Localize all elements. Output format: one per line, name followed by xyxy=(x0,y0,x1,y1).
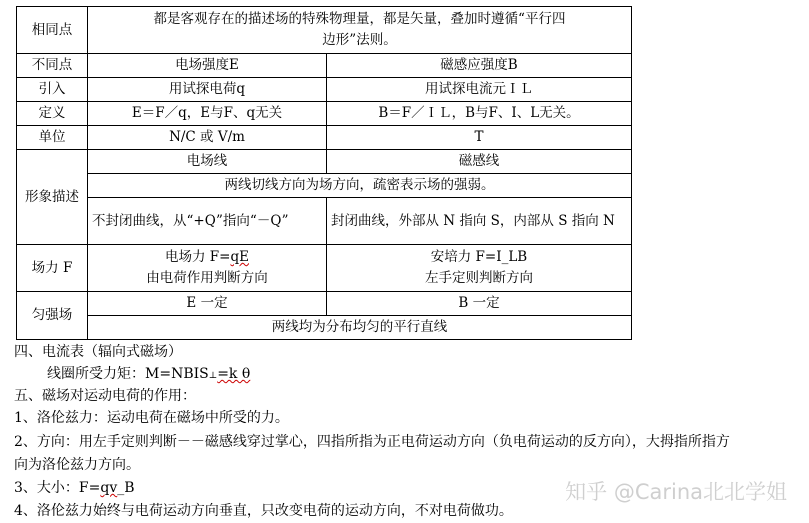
row-label: 匀强场 xyxy=(17,292,88,340)
b-cell: B 一定 xyxy=(327,292,632,316)
row-label: 单位 xyxy=(17,126,88,150)
row-label: 形象描述 xyxy=(17,150,88,245)
table-row xyxy=(17,126,632,150)
table-row xyxy=(17,245,632,292)
e-cell: E 一定 xyxy=(88,292,327,316)
e-cell: 用试探电荷q xyxy=(88,78,327,102)
b-header: 磁感应强度B xyxy=(327,54,632,78)
table-row xyxy=(17,102,632,126)
b-cell: 磁感线 xyxy=(327,150,632,174)
section-four-heading: 四、电流表（辐向式磁场） xyxy=(14,344,182,360)
point-3: 3、大小：F=qv_B xyxy=(14,480,135,496)
row-label: 定义 xyxy=(17,102,88,126)
e-cell: E＝F／q，E与F、q无关 xyxy=(88,102,327,126)
row-label: 不同点 xyxy=(17,54,88,78)
e-cell: N/C 或 V/m xyxy=(88,126,327,150)
row-label: 引入 xyxy=(17,78,88,102)
shared-cell: 两线均为分布均匀的平行直线 xyxy=(88,316,632,340)
b-cell: T xyxy=(327,126,632,150)
point-2-cont: 向为洛伦兹力方向。 xyxy=(14,457,140,473)
same-point-text: 都是客观存在的描述场的特殊物理量，都是矢量，叠加时遵循“平行四边形”法则。 xyxy=(88,7,632,54)
b-force-line1: 安培力 F=I_LB xyxy=(430,249,528,265)
table-row xyxy=(17,292,632,316)
row-label: 相同点 xyxy=(17,7,88,54)
b-cell xyxy=(327,245,632,292)
table-row xyxy=(17,316,632,340)
comparison-table xyxy=(16,6,632,340)
point-1: 1、洛伦兹力：运动电荷在磁场中所受的力。 xyxy=(14,410,289,426)
table-row xyxy=(17,174,632,198)
shared-cell: 两线切线方向为场方向，疏密表示场的强弱。 xyxy=(88,174,632,198)
e-cell xyxy=(88,245,327,292)
table-row xyxy=(17,150,632,174)
b-cell: 封闭曲线，外部从 N 指向 S，内部从 S 指向 N xyxy=(327,198,632,245)
e-force-line1: 电场力 F=qE xyxy=(165,249,249,265)
torque-formula: 线圈所受力矩：M=NBIS⊥=k θ xyxy=(47,366,251,382)
b-force-line2: 左手定则判断方向 xyxy=(425,270,533,286)
watermark: 知乎 @Carina北北学姐 xyxy=(565,480,787,504)
row-label: 场力 F xyxy=(17,245,88,292)
point-4: 4、洛伦兹力始终与电荷运动方向垂直，只改变电荷的运动方向，不对电荷做功。 xyxy=(14,503,513,519)
e-cell: 不封闭曲线，从“+Q”指向“－Q” xyxy=(88,198,327,245)
table-row xyxy=(17,198,632,245)
e-header: 电场强度E xyxy=(88,54,327,78)
section-five-heading: 五、磁场对运动电荷的作用： xyxy=(14,388,196,404)
point-2: 2、方向：用左手定则判断－－磁感线穿过掌心，四指所指为正电荷运动方向（负电荷运动的反方向），大拇指所指方 xyxy=(14,434,730,450)
table-row xyxy=(17,78,632,102)
b-cell: 用试探电流元ＩＬ xyxy=(327,78,632,102)
table-row xyxy=(17,7,632,54)
e-cell: 电场线 xyxy=(88,150,327,174)
e-force-line2: 由电荷作用判断方向 xyxy=(146,270,268,286)
table-row xyxy=(17,54,632,78)
b-cell: B＝F／ＩＬ，B与F、I、L无关。 xyxy=(327,102,632,126)
